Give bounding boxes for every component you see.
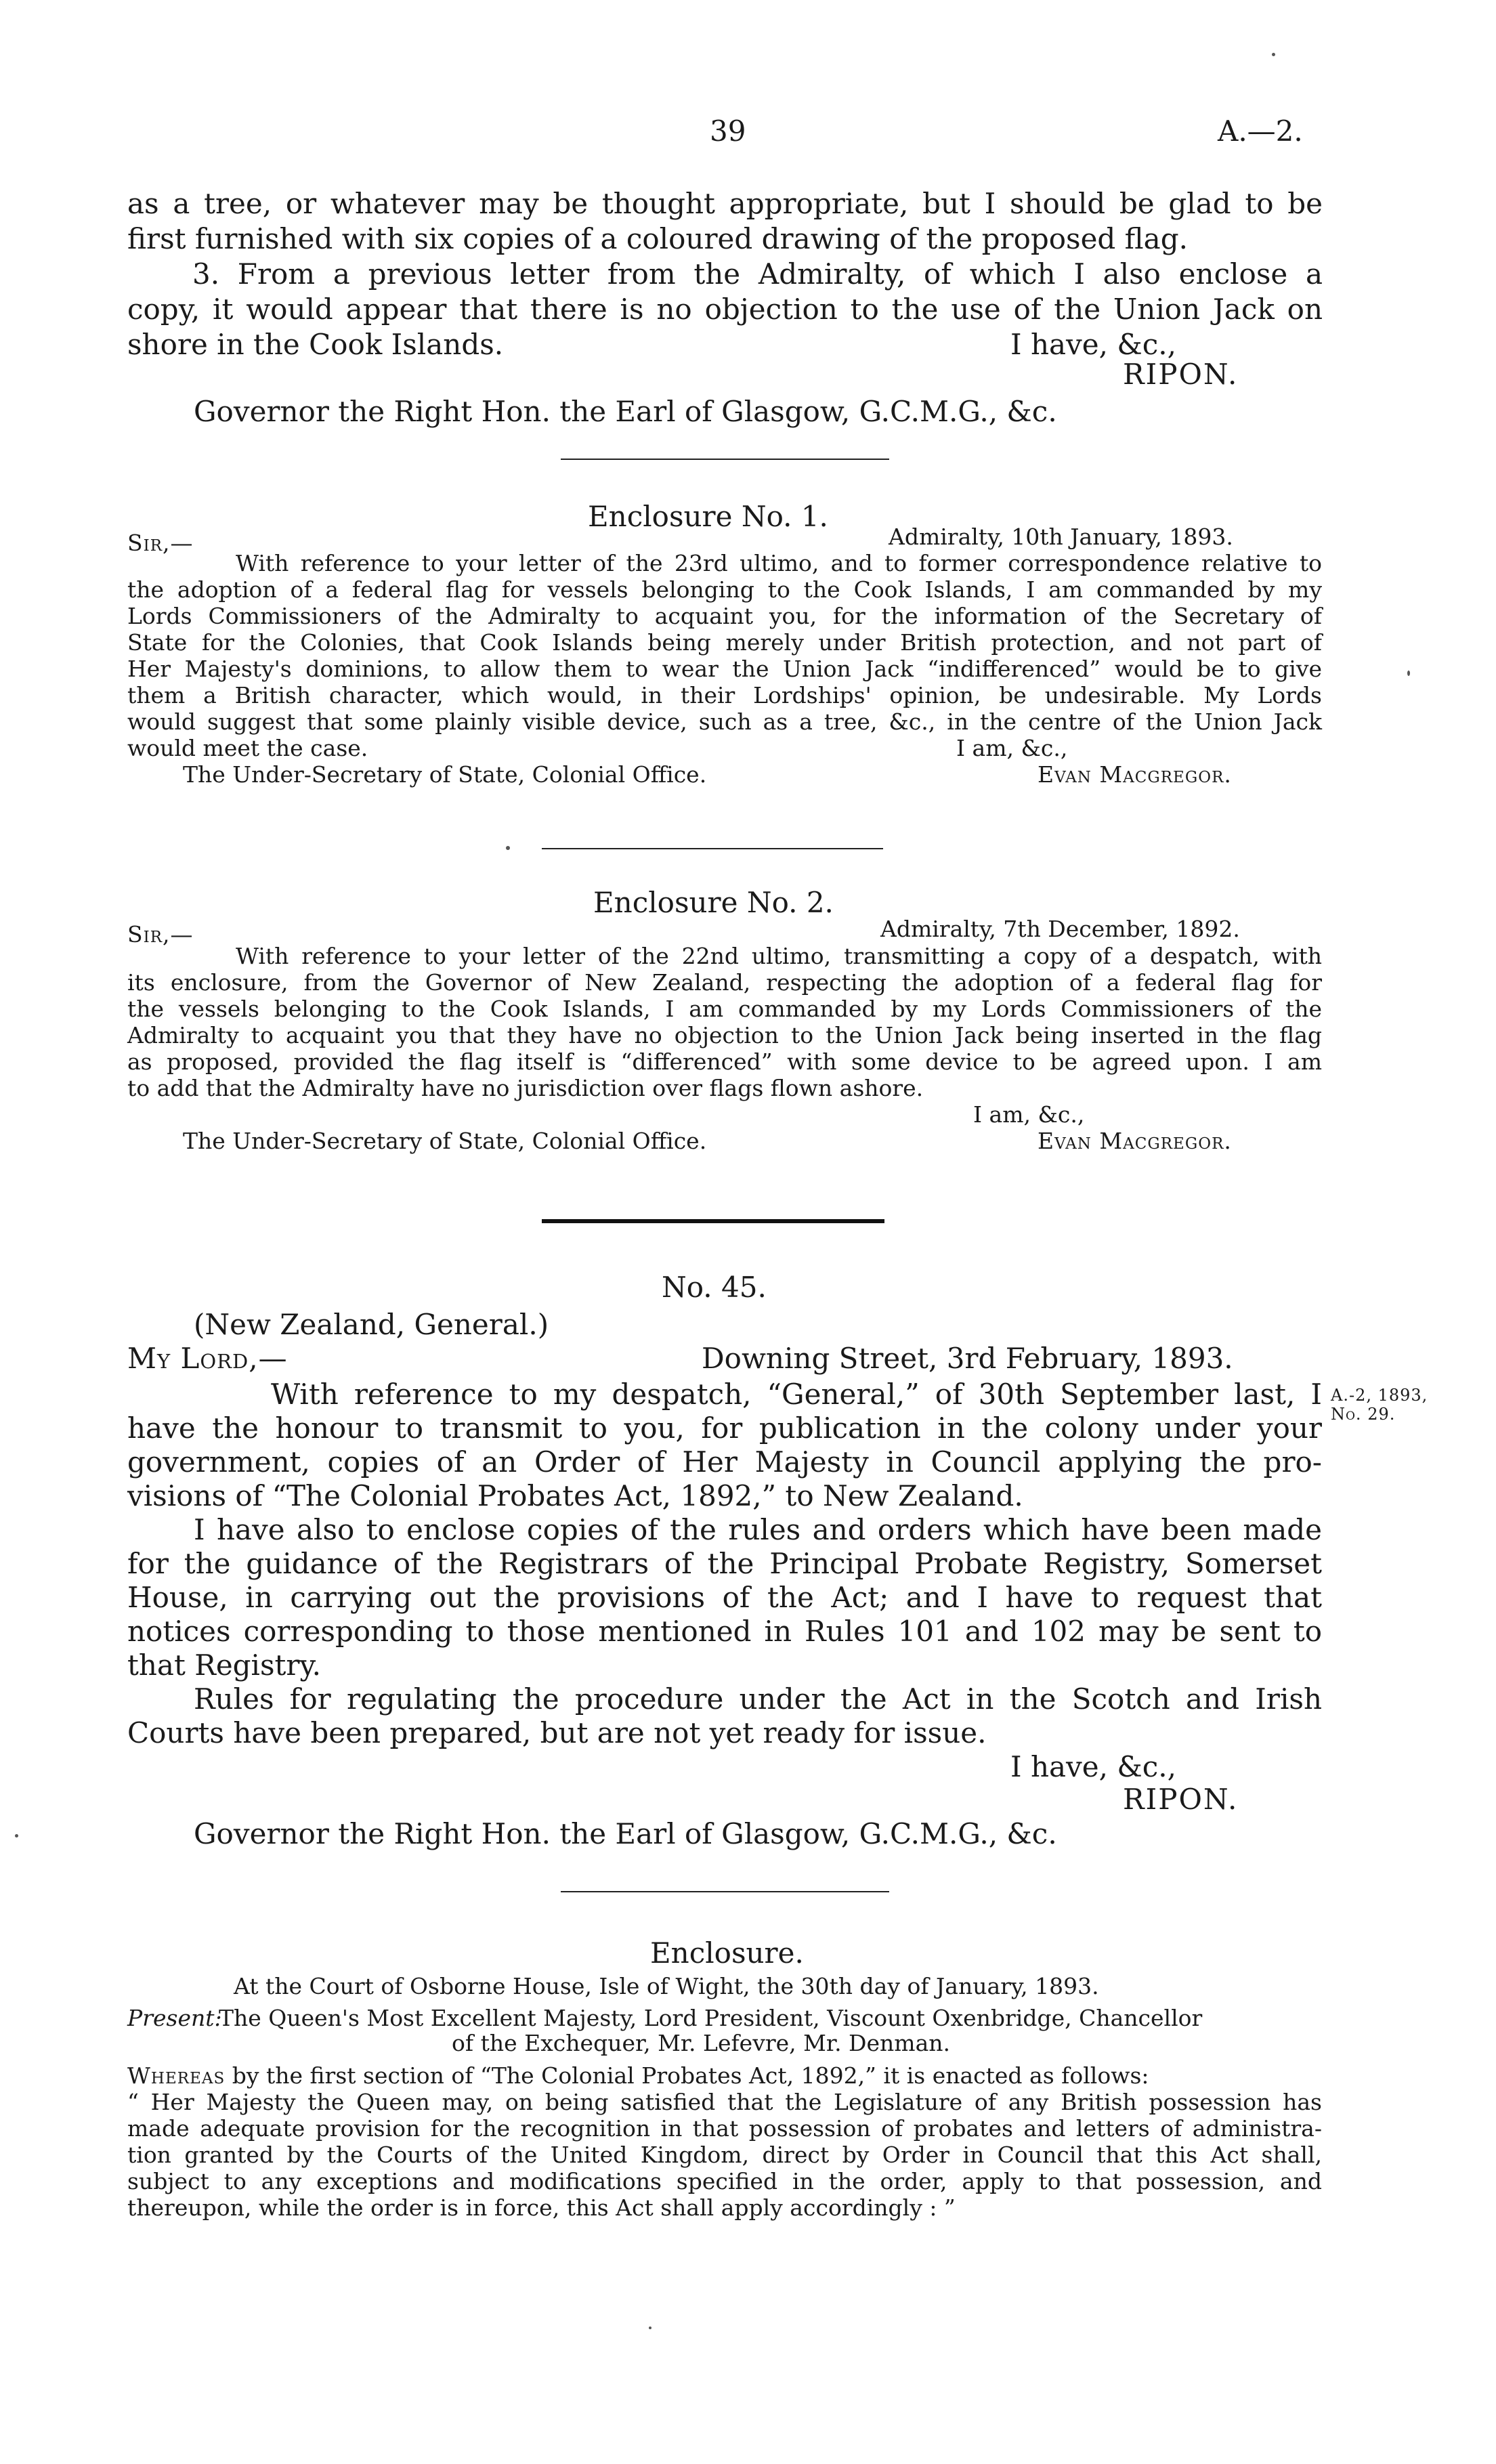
body-line: shore in the Cook Islands. [127, 328, 504, 361]
salutation: My Lord,— [127, 1342, 288, 1375]
body-line: Lords Commissioners of the Admiralty to acquaint you, for the information of the Secretary of [127, 603, 1322, 629]
divider [542, 848, 883, 849]
body-line: Courts have been prepared, but are not yet ready for issue. [127, 1716, 987, 1749]
category: (New Zealand, General.) [194, 1308, 549, 1341]
document-reference: A.—2. [1218, 114, 1303, 148]
body-line: first furnished with six copies of a coloured drawing of the proposed flag. [127, 222, 1188, 255]
body-line: I have also to enclose copies of the rules and orders which have been made [194, 1513, 1322, 1546]
body-line: 3. From a previous letter from the Admiralty, of which I also enclose a [192, 257, 1323, 291]
closing: I have, &c., [1010, 328, 1176, 361]
body-line: have the honour to transmit to you, for publication in the colony under your [127, 1411, 1322, 1445]
despatch-number: No. 45. [662, 1271, 767, 1304]
body-line: tion granted by the Courts of the United Kingdom, direct by Order in Council that this Act shall, [127, 2142, 1322, 2168]
body-line: “ Her Majesty the Queen may, on being satisfied that the Legislature of any British possession has [127, 2089, 1322, 2115]
whereas-text: by the first section of “The Colonial Probates Act, 1892,” it is enacted as follows: [225, 2062, 1149, 2089]
present-text: The Queen's Most Excellent Majesty, Lord President, Viscount Oxenbridge, Chancellor [219, 2005, 1203, 2031]
margin-reference: No. 29. [1331, 1405, 1396, 1424]
speck [506, 846, 510, 850]
body-line: With reference to your letter of the 23rd ultimo, and to former correspondence relative to [236, 550, 1322, 576]
body-line: Rules for regulating the procedure under the Act in the Scotch and Irish [194, 1682, 1322, 1716]
body-line: subject to any exceptions and modifications specified in the order, apply to that possession, and [127, 2168, 1322, 2194]
place-date: Downing Street, 3rd February, 1893. [702, 1342, 1233, 1375]
enclosure-title: Enclosure. [650, 1936, 804, 1970]
body-line: its enclosure, from the Governor of New Zealand, respecting the adoption of a federal flag for [127, 969, 1322, 996]
body-line: thereupon, while the order is in force, this Act shall apply accordingly : ” [127, 2194, 956, 2221]
body-line: With reference to my despatch, “General,” of 30th September last, I [271, 1378, 1322, 1411]
page-number: 39 [710, 114, 746, 148]
present-label: Present: [127, 2005, 222, 2031]
section-divider [542, 1219, 884, 1223]
body-line: as proposed, provided the flag itself is “differenced” with some device to be agreed upon. I am [127, 1048, 1322, 1075]
body-line: notices corresponding to those mentioned in Rules 101 and 102 may be sent to [127, 1615, 1322, 1648]
signature: RIPON. [1123, 358, 1239, 391]
body-line: Her Majesty's dominions, to allow them to wear the Union Jack “indifferenced” would be to give [127, 656, 1322, 682]
enclosure-title: Enclosure No. 1. [588, 500, 828, 533]
body-line: made adequate provision for the recognition in that possession of probates and letters of administra- [127, 2115, 1322, 2142]
place-date: Admiralty, 10th January, 1893. [889, 524, 1233, 550]
signature: RIPON. [1123, 1783, 1239, 1816]
salutation: Sir,— [127, 530, 194, 556]
signature: Evan Macgregor. [1038, 1128, 1232, 1154]
speck [15, 1834, 18, 1838]
speck [1272, 53, 1275, 56]
court-line: At the Court of Osborne House, Isle of Wight, the 30th day of January, 1893. [234, 1973, 1099, 1999]
body-line: to add that the Admiralty have no jurisdiction over flags flown ashore. [127, 1075, 924, 1101]
signature: Evan Macgregor. [1038, 761, 1232, 788]
speck [649, 2327, 651, 2329]
closing: I am, &c., [956, 735, 1068, 761]
body-line: visions of “The Colonial Probates Act, 1892,” to New Zealand. [127, 1479, 1023, 1512]
closing: I have, &c., [1010, 1750, 1176, 1783]
body-line: that Registry. [127, 1649, 322, 1682]
address: Governor the Right Hon. the Earl of Glasgow, G.C.M.G., &c. [194, 1817, 1057, 1850]
body-line: State for the Colonies, that Cook Islands being merely under British protection, and not part of [127, 629, 1322, 656]
addressee: The Under-Secretary of State, Colonial Office. [183, 1128, 707, 1154]
body-line: for the guidance of the Registrars of the Principal Probate Registry, Somerset [127, 1547, 1322, 1580]
body-line: the vessels belonging to the Cook Islands, I am commanded by my Lords Commissioners of the [127, 996, 1322, 1022]
body-line: With reference to your letter of the 22nd ultimo, transmitting a copy of a despatch, with [236, 943, 1322, 969]
margin-reference: A.-2, 1893, [1331, 1386, 1428, 1405]
closing: I am, &c., [973, 1101, 1085, 1128]
whereas-word: Whereas [127, 2062, 226, 2089]
address: Governor the Right Hon. the Earl of Glasgow, G.C.M.G., &c. [194, 395, 1057, 428]
enclosure-title: Enclosure No. 2. [593, 886, 834, 919]
body-line: House, in carrying out the provisions of the Act; and I have to request that [127, 1581, 1322, 1614]
body-line: them a British character, which would, in their Lordships' opinion, be undesirable. My Lords [127, 682, 1322, 708]
salutation: Sir,— [127, 921, 194, 948]
body-line: would meet the case. [127, 735, 368, 761]
speck [1407, 671, 1410, 676]
body-line [127, 2062, 1322, 2089]
present-text-cont: of the Exchequer, Mr. Lefevre, Mr. Denman. [452, 2030, 951, 2056]
body-line: government, copies of an Order of Her Majesty in Council applying the pro- [127, 1445, 1322, 1479]
body-line: as a tree, or whatever may be thought appropriate, but I should be glad to be [127, 187, 1323, 220]
addressee: The Under-Secretary of State, Colonial Office. [183, 761, 707, 788]
place-date: Admiralty, 7th December, 1892. [880, 916, 1240, 942]
body-line: the adoption of a federal flag for vessels belonging to the Cook Islands, I am commanded by my [127, 576, 1322, 603]
divider [561, 459, 889, 460]
body-line: copy, it would appear that there is no objection to the use of the Union Jack on [127, 293, 1323, 326]
divider [561, 1891, 889, 1892]
body-line: Admiralty to acquaint you that they have no objection to the Union Jack being inserted in the flag [127, 1022, 1322, 1048]
body-line: would suggest that some plainly visible device, such as a tree, &c., in the centre of the Union Jack [127, 708, 1322, 735]
